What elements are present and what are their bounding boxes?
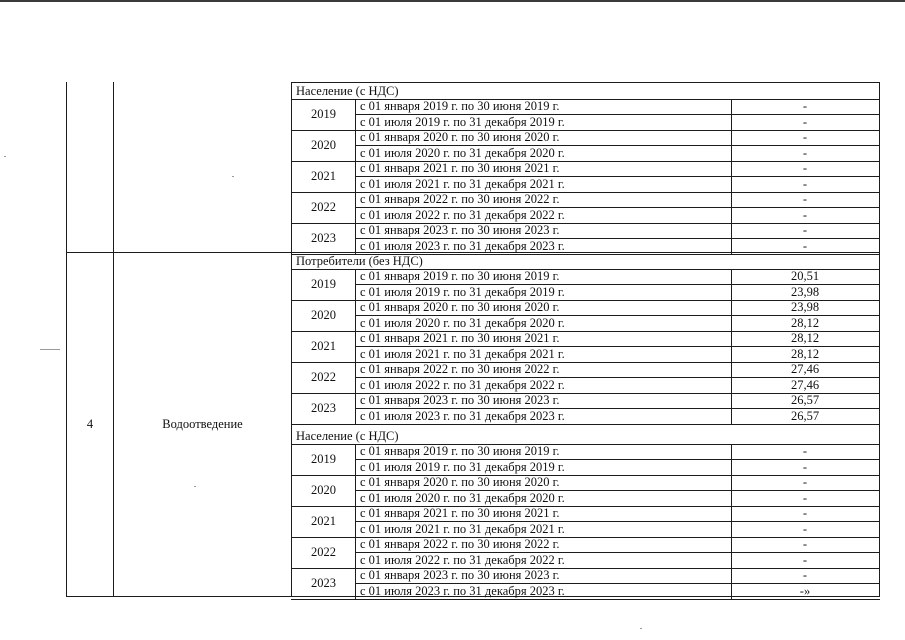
period-cell: с 01 июля 2020 г. по 31 декабря 2020 г. bbox=[360, 490, 565, 505]
year-cell: 2021 bbox=[311, 168, 336, 183]
period-cell: с 01 января 2020 г. по 30 июня 2020 г. bbox=[360, 130, 560, 144]
year-column-divider bbox=[355, 130, 356, 161]
period-divider bbox=[355, 408, 880, 409]
period-cell: с 01 июля 2019 г. по 31 декабря 2019 г. bbox=[360, 459, 565, 474]
value-cell: - bbox=[802, 114, 808, 129]
value-cell: 28,12 bbox=[790, 331, 820, 345]
year-column-divider bbox=[355, 362, 356, 393]
year-column-divider bbox=[355, 506, 356, 537]
period-cell: с 01 января 2022 г. по 30 июня 2022 г. bbox=[360, 362, 560, 376]
period-cell: с 01 июля 2023 г. по 31 декабря 2023 г. bbox=[360, 583, 565, 598]
period-cell: с 01 января 2021 г. по 30 июня 2021 г. bbox=[360, 331, 560, 345]
value-column-divider bbox=[731, 130, 732, 161]
period-cell: с 01 июля 2019 г. по 31 декабря 2019 г. bbox=[360, 114, 565, 129]
value-column-divider bbox=[731, 475, 732, 506]
period-cell: с 01 января 2021 г. по 30 июня 2021 г. bbox=[360, 506, 560, 520]
period-cell: с 01 января 2019 г. по 30 июня 2019 г. bbox=[360, 99, 560, 113]
year-column-divider bbox=[355, 393, 356, 424]
scan-speck bbox=[194, 486, 196, 487]
period-cell: с 01 января 2021 г. по 30 июня 2021 г. bbox=[360, 161, 560, 175]
year-column-divider bbox=[355, 568, 356, 599]
period-cell: с 01 января 2022 г. по 30 июня 2022 г. bbox=[360, 537, 560, 551]
year-cell: 2023 bbox=[311, 400, 336, 415]
year-column-divider bbox=[355, 161, 356, 192]
period-cell: с 01 июля 2022 г. по 31 декабря 2022 г. bbox=[360, 377, 565, 392]
period-cell: с 01 января 2019 г. по 30 июня 2019 г. bbox=[360, 444, 560, 458]
value-cell: - bbox=[802, 568, 808, 582]
table-right-border bbox=[879, 82, 880, 597]
year-divider bbox=[291, 424, 880, 425]
period-cell: с 01 июля 2023 г. по 31 декабря 2023 г. bbox=[360, 408, 565, 423]
period-divider bbox=[355, 284, 880, 285]
period-cell: с 01 июля 2022 г. по 31 декабря 2022 г. bbox=[360, 552, 565, 567]
value-column-divider bbox=[731, 568, 732, 599]
value-cell: 20,51 bbox=[790, 269, 820, 283]
value-cell: - bbox=[802, 537, 808, 551]
year-cell: 2019 bbox=[311, 451, 336, 466]
value-column-divider bbox=[731, 300, 732, 331]
period-divider bbox=[355, 315, 880, 316]
period-cell: с 01 января 2023 г. по 30 июня 2023 г. bbox=[360, 223, 560, 237]
period-divider bbox=[355, 176, 880, 177]
period-cell: с 01 января 2022 г. по 30 июня 2022 г. bbox=[360, 192, 560, 206]
period-cell: с 01 июля 2021 г. по 31 декабря 2021 г. bbox=[360, 176, 565, 191]
table-left-border bbox=[66, 82, 67, 597]
year-cell: 2022 bbox=[311, 369, 336, 384]
value-column-divider bbox=[731, 537, 732, 568]
year-column-divider bbox=[355, 192, 356, 223]
period-divider bbox=[355, 459, 880, 460]
value-column-divider bbox=[731, 161, 732, 192]
year-cell: 2021 bbox=[311, 513, 336, 528]
period-divider bbox=[355, 346, 880, 347]
period-cell: с 01 июля 2023 г. по 31 декабря 2023 г. bbox=[360, 238, 565, 253]
section-header: Потребители (без НДС) bbox=[296, 253, 423, 268]
year-column-divider bbox=[355, 223, 356, 254]
value-cell: - bbox=[802, 192, 808, 206]
year-cell: 2020 bbox=[311, 137, 336, 152]
value-cell: - bbox=[802, 207, 808, 222]
value-cell: - bbox=[802, 490, 808, 505]
year-cell: 2023 bbox=[311, 230, 336, 245]
value-cell: - bbox=[802, 444, 808, 458]
year-cell: 2020 bbox=[311, 482, 336, 497]
value-cell: 28,12 bbox=[790, 346, 820, 361]
value-cell: - bbox=[802, 506, 808, 520]
period-divider bbox=[355, 238, 880, 239]
year-cell: 2019 bbox=[311, 276, 336, 291]
year-column-divider bbox=[355, 99, 356, 130]
period-divider bbox=[355, 521, 880, 522]
value-cell: 27,46 bbox=[790, 362, 820, 376]
section-header: Население (с НДС) bbox=[296, 428, 399, 443]
value-cell: 28,12 bbox=[790, 315, 820, 330]
year-cell: 2020 bbox=[311, 307, 336, 322]
period-cell: с 01 января 2019 г. по 30 июня 2019 г. bbox=[360, 269, 560, 283]
period-divider bbox=[355, 114, 880, 115]
value-column-divider bbox=[731, 269, 732, 300]
period-divider bbox=[355, 490, 880, 491]
year-cell: 2022 bbox=[311, 199, 336, 214]
scan-speck bbox=[232, 176, 234, 177]
value-cell: - bbox=[802, 459, 808, 474]
value-column-divider bbox=[731, 362, 732, 393]
period-divider bbox=[355, 583, 880, 584]
value-column-divider bbox=[731, 99, 732, 130]
number-column-divider bbox=[113, 82, 114, 597]
value-cell: - bbox=[802, 99, 808, 113]
period-divider bbox=[355, 552, 880, 553]
period-cell: с 01 января 2023 г. по 30 июня 2023 г. bbox=[360, 568, 560, 582]
year-cell: 2019 bbox=[311, 106, 336, 121]
period-cell: с 01 января 2020 г. по 30 июня 2020 г. bbox=[360, 475, 560, 489]
value-column-divider bbox=[731, 331, 732, 362]
period-divider bbox=[355, 145, 880, 146]
scan-speck bbox=[4, 156, 6, 157]
value-cell: - bbox=[802, 552, 808, 567]
year-column-divider bbox=[355, 475, 356, 506]
period-cell: с 01 июля 2022 г. по 31 декабря 2022 г. bbox=[360, 207, 565, 222]
value-cell: 26,57 bbox=[790, 393, 820, 407]
period-cell: с 01 января 2020 г. по 30 июня 2020 г. bbox=[360, 300, 560, 314]
page-top-border bbox=[0, 0, 905, 2]
value-column-divider bbox=[731, 192, 732, 223]
value-cell: 27,46 bbox=[790, 377, 820, 392]
value-column-divider bbox=[731, 506, 732, 537]
section-header: Население (с НДС) bbox=[296, 83, 399, 98]
value-cell: - bbox=[802, 145, 808, 160]
scan-speck bbox=[40, 349, 60, 350]
year-column-divider bbox=[355, 269, 356, 300]
row-number: 4 bbox=[86, 417, 94, 431]
value-cell: 26,57 bbox=[790, 408, 820, 423]
value-cell: -» bbox=[799, 583, 811, 598]
period-cell: с 01 июля 2020 г. по 31 декабря 2020 г. bbox=[360, 145, 565, 160]
period-cell: с 01 января 2023 г. по 30 июня 2023 г. bbox=[360, 393, 560, 407]
value-cell: - bbox=[802, 176, 808, 191]
year-cell: 2023 bbox=[311, 575, 336, 590]
period-divider bbox=[355, 207, 880, 208]
scan-speck bbox=[640, 628, 642, 629]
year-column-divider bbox=[355, 300, 356, 331]
year-column-divider bbox=[355, 331, 356, 362]
value-cell: - bbox=[802, 475, 808, 489]
row-name: Водоотведение bbox=[162, 417, 243, 431]
period-cell: с 01 июля 2019 г. по 31 декабря 2019 г. bbox=[360, 284, 565, 299]
value-column-divider bbox=[731, 393, 732, 424]
value-cell: - bbox=[802, 238, 808, 253]
year-cell: 2021 bbox=[311, 338, 336, 353]
value-column-divider bbox=[731, 444, 732, 475]
value-cell: 23,98 bbox=[790, 284, 820, 299]
period-divider bbox=[355, 377, 880, 378]
value-column-divider bbox=[731, 223, 732, 254]
value-cell: - bbox=[802, 521, 808, 536]
year-column-divider bbox=[355, 537, 356, 568]
value-cell: - bbox=[802, 161, 808, 175]
value-cell: - bbox=[802, 223, 808, 237]
year-column-divider bbox=[355, 444, 356, 475]
period-cell: с 01 июля 2021 г. по 31 декабря 2021 г. bbox=[360, 521, 565, 536]
value-cell: - bbox=[802, 130, 808, 144]
year-divider bbox=[291, 599, 880, 600]
value-cell: 23,98 bbox=[790, 300, 820, 314]
period-cell: с 01 июля 2020 г. по 31 декабря 2020 г. bbox=[360, 315, 565, 330]
period-cell: с 01 июля 2021 г. по 31 декабря 2021 г. bbox=[360, 346, 565, 361]
year-cell: 2022 bbox=[311, 544, 336, 559]
